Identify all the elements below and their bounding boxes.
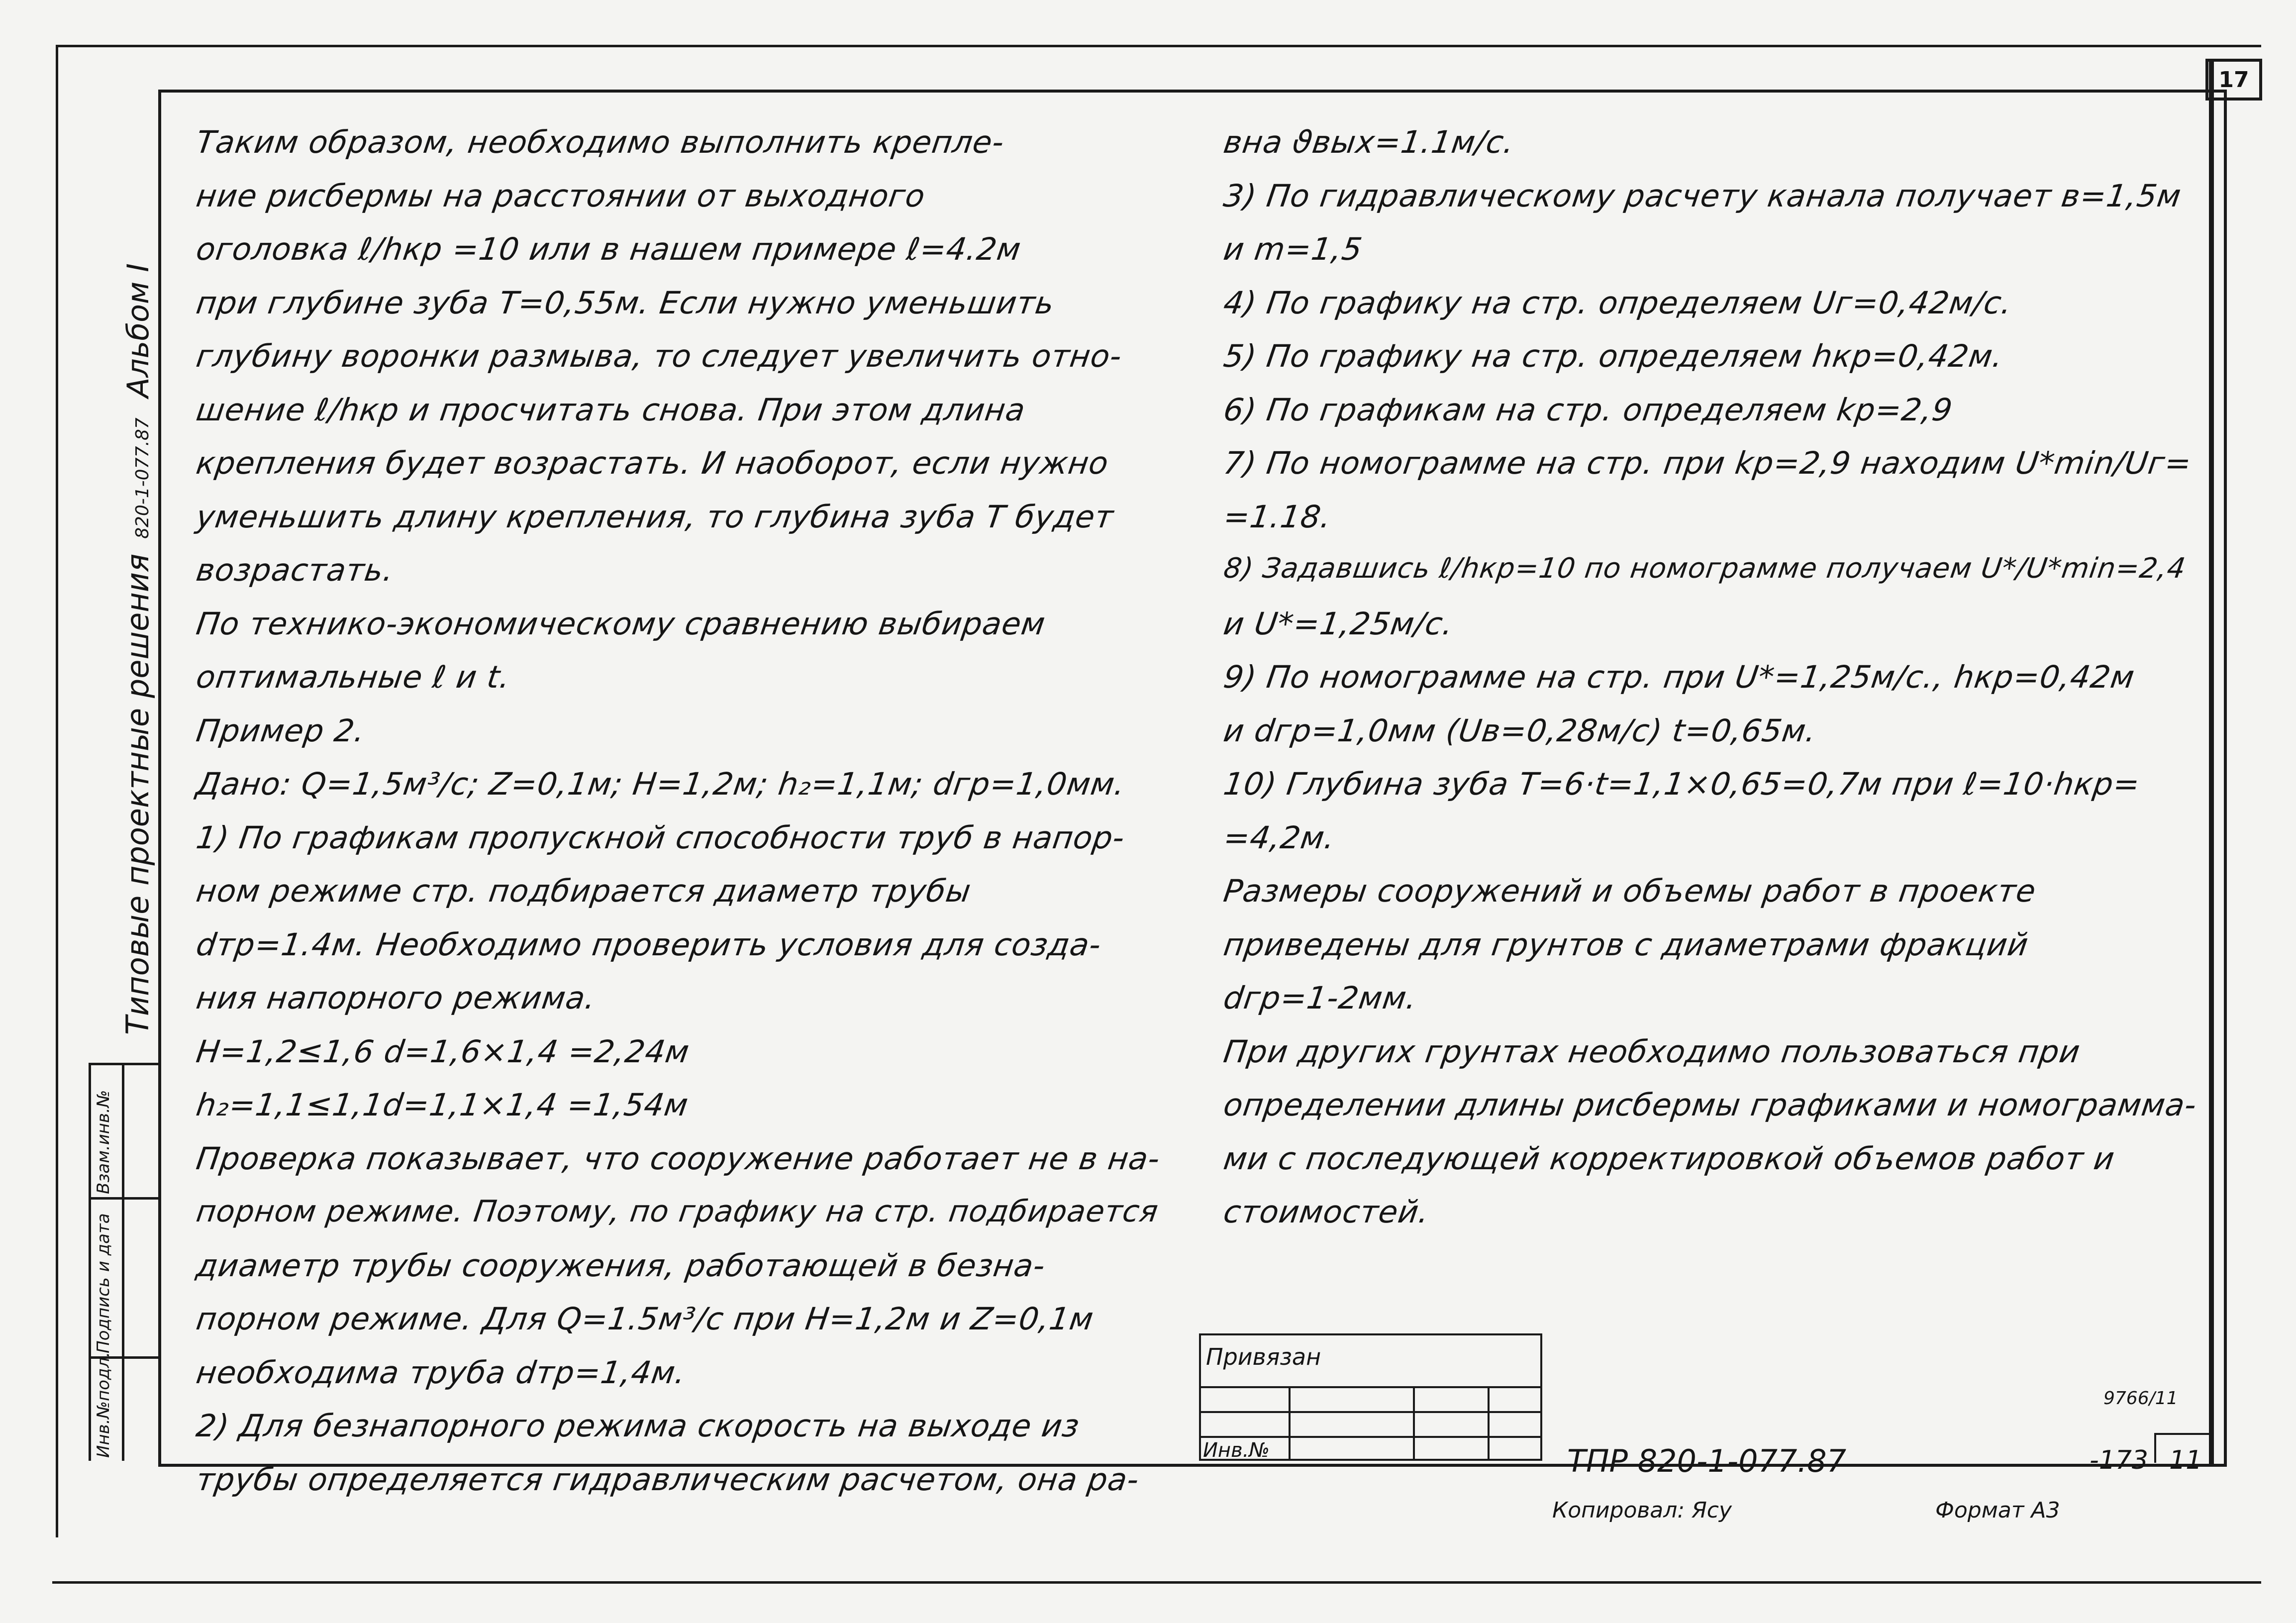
text-line: 5) По графику на стр. определяем hкр=0,42м. bbox=[1221, 338, 2006, 374]
inv-no-label: Инв.№ bbox=[1203, 1439, 1270, 1462]
text-line: =4,2м. bbox=[1221, 819, 1338, 856]
text-line: ние рисбермы на расстоянии от выходного bbox=[194, 177, 928, 214]
stamp-small: 9766/11 bbox=[2103, 1388, 2178, 1409]
stamp-divider-1 bbox=[89, 1197, 159, 1200]
text-line: оптимальные ℓ и t. bbox=[194, 659, 513, 695]
sidebar-title bbox=[119, 263, 156, 1035]
sheet-box-top bbox=[2154, 1433, 2214, 1435]
grid-row-1 bbox=[1199, 1411, 1542, 1413]
frame-top-line bbox=[57, 45, 2261, 47]
privyazan-label: Привязан bbox=[1206, 1343, 1321, 1370]
text-line: 4) По графику на стр. определяем Uг=0,42м/с. bbox=[1221, 284, 2015, 321]
text-line: 7) По номограмме на стр. при kр=2,9 находим U*min/Uг= bbox=[1221, 445, 2194, 481]
text-line: стоимостей. bbox=[1221, 1194, 1432, 1230]
text-line: 3) По гидравлическому расчету канала получает в=1,5м bbox=[1221, 177, 2184, 214]
text-line: приведены для грунтов с диаметрами фракций bbox=[1221, 926, 2031, 963]
text-line: крепления будет возрастать. И наоборот, если нужно bbox=[194, 445, 1111, 481]
stamp-column-right-border bbox=[122, 1063, 124, 1461]
stamp-vzam-inv: Взам.инв.№ bbox=[94, 1090, 113, 1194]
text-line: диаметр трубы сооружения, работающей в безна- bbox=[194, 1247, 1048, 1284]
text-line: Таким образом, необходимо выполнить крепле- bbox=[194, 124, 1007, 160]
text-line: необходима труба dтр=1,4м. bbox=[194, 1354, 689, 1391]
format-label: Формат А3 bbox=[1935, 1498, 2060, 1523]
text-line: порном режиме. Поэтому, по графику на стр. подбирается bbox=[194, 1194, 1161, 1229]
page-number: 17 bbox=[2205, 59, 2262, 101]
stamp-podpis-data: Подпись и дата bbox=[94, 1213, 113, 1353]
text-line: оголовка ℓ/hкр =10 или в нашем примере ℓ=4.2м bbox=[194, 231, 1024, 267]
text-line: и dгр=1,0мм (Uв=0,28м/с) t=0,65м. bbox=[1221, 712, 1819, 749]
text-line: 1) По графикам пропускной способности труб в напор- bbox=[194, 819, 1127, 856]
text-line: вна ϑвых=1.1м/с. bbox=[1221, 124, 1517, 160]
text-line: Дано: Q=1,5м³/с; Z=0,1м; H=1,2м; h₂=1,1м; dгр=1,0мм. bbox=[194, 766, 1128, 802]
grid-row-2 bbox=[1199, 1436, 1542, 1438]
stamp-column-top bbox=[89, 1063, 159, 1065]
text-line: шение ℓ/hкр и просчитать снова. При этом длина bbox=[194, 391, 1028, 428]
text-line: Размеры сооружений и объемы работ в проекте bbox=[1221, 873, 2039, 909]
text-line: dтр=1.4м. Необходимо проверить условия для созда- bbox=[194, 926, 1104, 963]
text-line: ном режиме стр. подбирается диаметр трубы bbox=[194, 873, 974, 909]
text-line: трубы определяется гидравлическим расчетом, она ра- bbox=[194, 1461, 1142, 1498]
text-line: h₂=1,1≤1,1d=1,1×1,4 =1,54м bbox=[194, 1087, 691, 1123]
stamp-inv-podl: Инв.№подл. bbox=[94, 1352, 113, 1458]
text-line: По технико-экономическому сравнению выбираем bbox=[194, 605, 1048, 642]
text-line: 8) Задавшись ℓ/hкр=10 по номограмме получаем U*/U*min=2,4 bbox=[1221, 552, 2188, 585]
text-line: При других грунтах необходимо пользоваться при bbox=[1221, 1033, 2083, 1070]
text-line: уменьшить длину крепления, то глубина зуба T будет bbox=[194, 498, 1116, 535]
text-line: =1.18. bbox=[1221, 498, 1334, 535]
text-line: Проверка показывает, что сооружение работает не в на- bbox=[194, 1140, 1163, 1177]
sheet-number: -173 bbox=[2090, 1445, 2149, 1475]
copied-by: Копировал: Ясу bbox=[1552, 1498, 1732, 1523]
right-thick-border bbox=[2209, 59, 2214, 1467]
grid-col-3 bbox=[1488, 1386, 1490, 1461]
text-line: порном режиме. Для Q=1.5м³/с при H=1,2м и Z=0,1м bbox=[194, 1301, 1097, 1337]
text-line: 10) Глубина зуба T=6·t=1,1×0,65=0,7м при ℓ=10·hкр= bbox=[1221, 766, 2143, 802]
text-line: и U*=1,25м/с. bbox=[1221, 605, 1456, 642]
text-line: dгр=1-2мм. bbox=[1221, 980, 1419, 1016]
text-line: возрастать. bbox=[194, 552, 397, 588]
text-line: ния напорного режима. bbox=[194, 980, 599, 1016]
stamp-column-left-border bbox=[89, 1063, 91, 1461]
text-line: при глубине зуба T=0,55м. Если нужно уменьшить bbox=[194, 284, 1057, 321]
text-line: 2) Для безнапорного режима скорость на выходе из bbox=[194, 1408, 1082, 1444]
text-line: определении длины рисбермы графиками и номограмма- bbox=[1221, 1087, 2199, 1123]
sidebar-code: 820-1-077.87 bbox=[132, 417, 153, 539]
frame-bottom-rule bbox=[52, 1581, 2261, 1584]
sheet-box-number: 11 bbox=[2169, 1445, 2202, 1475]
frame-left-line bbox=[56, 45, 58, 1537]
grid-col-2 bbox=[1413, 1386, 1415, 1461]
text-line: глубину воронки размыва, то следует увеличить отно- bbox=[194, 338, 1124, 374]
grid-col-1 bbox=[1289, 1386, 1291, 1461]
text-line: ми с последующей корректировкой объемов работ и bbox=[1221, 1140, 2117, 1177]
text-line: 6) По графикам на стр. определяем kр=2,9 bbox=[1221, 391, 1955, 428]
doc-code: ТПР 820-1-077.87 bbox=[1567, 1443, 1847, 1479]
text-line: Пример 2. bbox=[194, 712, 368, 749]
text-line: 9) По номограмме на стр. при U*=1,25м/с., hкр=0,42м bbox=[1221, 659, 2137, 695]
sheet-box-left bbox=[2154, 1433, 2156, 1463]
text-line: H=1,2≤1,6 d=1,6×1,4 =2,24м bbox=[194, 1033, 692, 1070]
sidebar-title-text: Типовые проектные решения bbox=[119, 553, 156, 1035]
text-line: и m=1,5 bbox=[1221, 231, 1365, 267]
sidebar-album: Альбом I bbox=[121, 263, 156, 398]
